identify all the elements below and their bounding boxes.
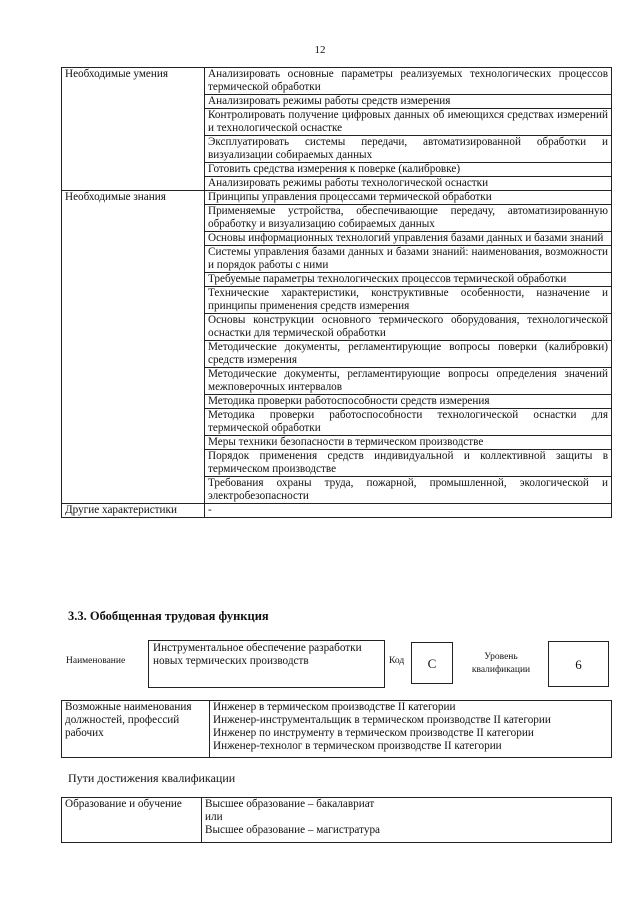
row-item: Системы управления базами данных и базами знаний: наименования, возможности и порядок работы с ними bbox=[205, 246, 612, 273]
positions-label: Возможные наименования должностей, профессий рабочих bbox=[65, 701, 192, 739]
education-line: Высшее образование – бакалавриат bbox=[205, 798, 375, 810]
row-item: Методика проверки работоспособности средств измерения bbox=[205, 395, 612, 409]
name-value: Инструментальное обеспечение разработки новых термических производств bbox=[153, 642, 362, 667]
row-item: Требуемые параметры технологических процессов термической обработки bbox=[205, 273, 612, 287]
row-item: - bbox=[205, 504, 612, 518]
positions-list bbox=[210, 701, 612, 758]
page-number: 12 bbox=[314, 44, 326, 56]
position-item: Инженер-технолог в термическом производстве II категории bbox=[213, 740, 502, 752]
row-item: Методика проверки работоспособности технологической оснастки для термической обработки bbox=[205, 409, 612, 436]
positions-label-cell bbox=[62, 701, 210, 758]
row-item: Методические документы, регламентирующие вопросы определения значений межповерочных интервалов bbox=[205, 368, 612, 395]
positions-table bbox=[61, 700, 612, 758]
row-item: Технические характеристики, конструктивные особенности, назначение и принципы применения средств измерения bbox=[205, 287, 612, 314]
code-label: Код bbox=[389, 656, 405, 666]
education-line: Высшее образование – магистратура bbox=[205, 824, 381, 836]
row-item: Основы конструкции основного термического оборудования, технологической оснастки для термической обработки bbox=[205, 314, 612, 341]
row-label: Другие характеристики bbox=[62, 504, 205, 518]
row-item: Методические документы, регламентирующие вопросы поверки (калибровки) средств измерения bbox=[205, 341, 612, 368]
education-lines bbox=[202, 798, 612, 843]
code-value-box bbox=[411, 642, 453, 684]
education-line: или bbox=[205, 811, 223, 823]
education-table bbox=[61, 797, 612, 843]
level-value: 6 bbox=[575, 656, 582, 672]
position-item: Инженер по инструменту в термическом производстве II категории bbox=[213, 727, 534, 739]
row-item: Эксплуатировать системы передачи, автоматизированной обработки и визуализации собираемых данных bbox=[205, 136, 612, 163]
section-title: 3.3. Обобщенная трудовая функция bbox=[68, 609, 269, 623]
row-item: Применяемые устройства, обеспечивающие передачу, автоматизированную обработку и визуализацию собираемых данных bbox=[205, 205, 612, 232]
row-label: Необходимые знания bbox=[62, 191, 205, 504]
row-item: Порядок применения средств индивидуальной и коллективной защиты в термическом производстве bbox=[205, 450, 612, 477]
name-label: Наименование bbox=[66, 656, 126, 666]
code-value: C bbox=[427, 655, 437, 671]
row-item: Требования охраны труда, пожарной, промышленной, экологической и электробезопасности bbox=[205, 477, 612, 504]
level-value-box bbox=[548, 641, 609, 687]
skills-row bbox=[62, 68, 612, 95]
skills-table bbox=[61, 67, 612, 518]
row-item: Анализировать основные параметры реализуемых технологических процессов термической обработки bbox=[205, 68, 612, 95]
paths-title: Пути достижения квалификации bbox=[68, 771, 236, 785]
row-item: Принципы управления процессами термической обработки bbox=[205, 191, 612, 205]
row-label: Необходимые умения bbox=[62, 68, 205, 191]
row-item: Анализировать режимы работы технологической оснастки bbox=[205, 177, 612, 191]
name-value-box bbox=[148, 640, 385, 688]
position-item: Инженер в термическом производстве II категории bbox=[213, 701, 456, 713]
skills-row bbox=[62, 504, 612, 518]
skills-row bbox=[62, 191, 612, 205]
row-item: Меры техники безопасности в термическом производстве bbox=[205, 436, 612, 450]
row-item: Готовить средства измерения к поверке (калибровке) bbox=[205, 163, 612, 177]
position-item: Инженер-инструментальщик в термическом производстве II категории bbox=[213, 714, 551, 726]
education-label-cell bbox=[62, 798, 202, 843]
row-item: Анализировать режимы работы средств измерения bbox=[205, 95, 612, 109]
row-item: Основы информационных технологий управления базами данных и базами знаний bbox=[205, 232, 612, 246]
row-item: Контролировать получение цифровых данных об имеющихся средствах измерений и технологической оснастке bbox=[205, 109, 612, 136]
level-label: Уровень квалификации bbox=[471, 652, 531, 675]
education-label: Образование и обучение bbox=[65, 798, 182, 810]
